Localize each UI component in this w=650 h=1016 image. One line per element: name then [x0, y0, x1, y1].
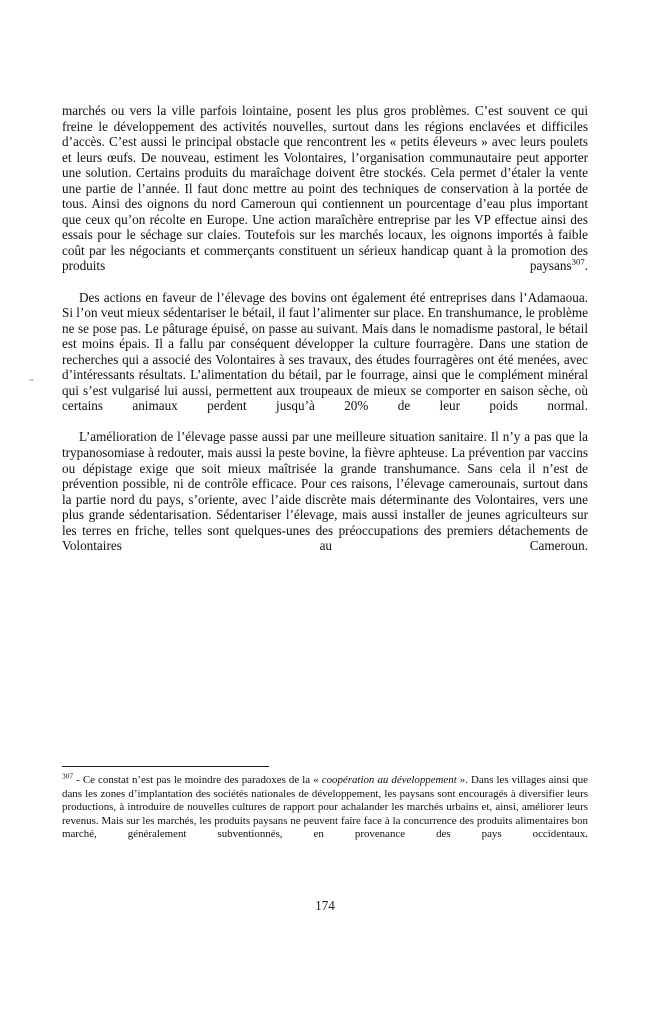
paragraph-1-text: marchés ou vers la ville parfois lointaine, posent les plus gros problèmes. C’est souvent ce qui freine le développement des activités nouvelles, surtout dans les régions enclavées et difficiles d’accès. C’est aussi le principal obstacle que rencontrent les « petits éleveurs » avec leurs poulets et leurs œufs. De nouveau, estiment les Volontaires, l’organisation communautaire peut apporter une solution. Certains produits du maraîchage doivent être stockés. Cela permet d’étaler la vente une partie de l’année. Il faut donc mettre au point des techniques de conservation à la portée de tous. Ainsi des oignons du nord Cameroun qui contiennent un pourcentage d’eau plus important que ceux qu’on récolte en Europe. Une action maraîchère entreprise par les VP effectue ainsi des essais pour le séchage sur claies. Toutefois sur les marchés locaux, les oignons importés à faible coût par les négociants et commerçants constituent un sérieux handicap quant à la promotion des produits paysans — [62, 103, 588, 274]
footnote-reference-307[interactable]: 307 — [571, 257, 585, 268]
footnote-307 — [62, 771, 588, 856]
footnote-marker-307: 307 — [62, 771, 74, 781]
page-number: 174 — [315, 898, 335, 913]
paragraph-1 — [62, 103, 588, 290]
paragraph-2: Des actions en faveur de l’élevage des bovins ont également été entreprises dans l’Adamaoua. Si l’on veut mieux sédentariser le bétail, il faut l’alimenter sur place. En transhumance, le problème ne se pose pas. Le pâturage épuisé, on passe au suivant. Mais dans le nomadisme pastoral, le bétail est moins épais. Il a fallu par conséquent développer la culture fourragère. Dans une station de recherches qui a associé des Volontaires à ses travaux, des études fourragères ont été menées, avec d’intéressants résultats. L’alimentation du bétail, par le fourrage, ainsi que le complément minéral qui s’est vulgarisé lui aussi, permettent aux troupeaux de mieux se comporter en saison sèche, où certains animaux perdent jusqu’à 20% de leur poids normal. — [62, 289, 588, 414]
footnote-italic-phrase: coopération au développement — [321, 774, 457, 786]
footnote-separator-rule — [62, 766, 269, 767]
footnote-text-after-italic: ». Dans les villages ainsi que dans les zones d’implantation des sociétés nationales de développement, les paysans sont encouragés à diversifier leurs productions, à introduire de nouvelles cultures de rapport pour achalander les marchés urbains et, ainsi, améliorer leurs revenus. Mais sur les marchés, les produits paysans ne peuvent faire face à la concurrence des produits alimentaires bon marché, généralement subventionnés, en provenance des pays occidentaux. — [62, 774, 588, 841]
paragraph-1-tail: . — [584, 258, 588, 274]
footnote-block — [62, 771, 588, 856]
scan-artifact-speck — [29, 379, 34, 381]
paragraph-3: L’amélioration de l’élevage passe aussi par une meilleure situation sanitaire. Il n’y a pas que la trypanosomiase à redouter, mais aussi la peste bovine, la fièvre aphteuse. La prévention par vaccins ou dépistage exige que soit mieux maîtrisée la grande transhumance. Sans cela il n’est de prévention possible, ni de contrôle efficace. Pour ces raisons, l’élevage camerounais, surtout dans la partie nord du pays, s’oriente, avec l’aide discrète mais déterminante des Volontaires, vers une plus grande sédentarisation. Sédentariser l’élevage, mais aussi installer de jeunes agriculteurs sur les terres en friche, telles sont quelques-unes des préoccupations des premiers détachements de Volontaires au Cameroun. — [62, 429, 588, 554]
footnote-text-before-italic: - Ce constat n’est pas le moindre des paradoxes de la « — [73, 774, 322, 786]
body-text-column — [62, 103, 588, 569]
